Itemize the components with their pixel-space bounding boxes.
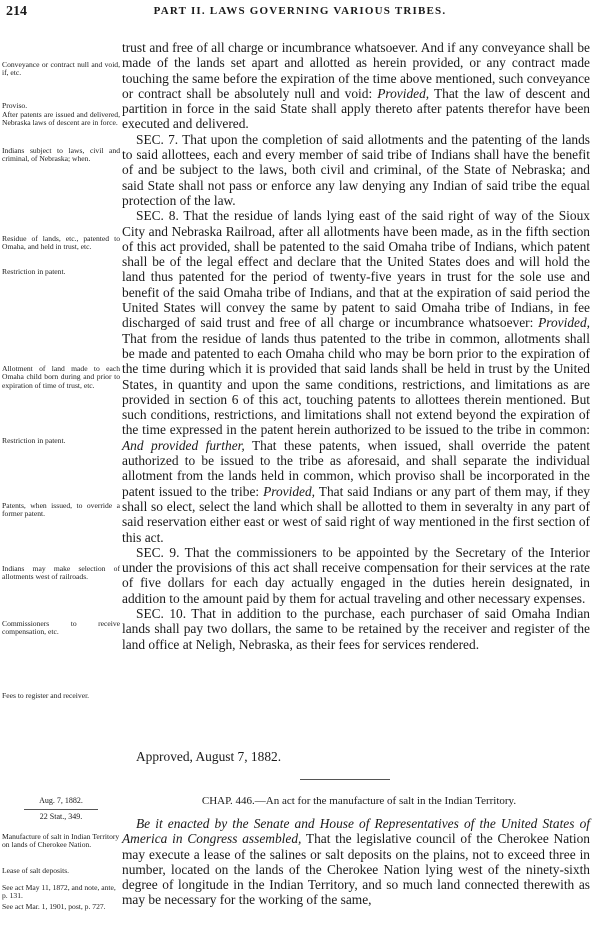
- sidenote: Commissioners to receive compensation, etc.: [2, 619, 120, 637]
- sidenote: Restriction in patent.: [2, 267, 66, 276]
- section-9: SEC. 9. That the commissioners to be appointed by the Secretary of the Interior under the provisions of this act shall receive compensation for their services at the rate of five dollars for each day actually engaged in the duties herein designated, in addition to the amount paid by them for actual traveling and other necessary expenses.: [122, 544, 590, 606]
- page-number: 214: [6, 4, 27, 19]
- sidenote: Residue of lands, etc., patented to Omaha, and held in trust, etc.: [2, 234, 120, 252]
- sidenote: Proviso.: [2, 101, 28, 110]
- sidenote: Patents, when issued, to override a former patent.: [2, 501, 120, 519]
- divider: [24, 809, 98, 810]
- running-title: PART II. LAWS GOVERNING VARIOUS TRIBES.: [153, 5, 447, 17]
- sidenote: Lease of salt deposits.: [2, 866, 70, 875]
- sidenote: Allotment of land made to each Omaha child born during and prior to expiration of time of trust, etc.: [2, 364, 120, 390]
- section-7: SEC. 7. That upon the completion of said allotments and the patenting of the lands to said allottees, each and every member of said tribe of Indians shall have the benefit of and be subject to the laws, both civil and criminal, of the State of Nebraska; and said State shall not pass or enforce any law denying any Indian of said tribe the equal protection of the law.: [122, 131, 590, 208]
- sidenote: Indians may make selection of allotments west of railroads.: [2, 564, 120, 582]
- sidenote: Fees to register and receiver.: [2, 691, 90, 700]
- chapter-text: [122, 816, 590, 908]
- page-header: [6, 4, 594, 22]
- chapter-title: CHAP. 446.—An act for the manufacture of salt in the Indian Territory.: [201, 795, 517, 807]
- chapter-date: Aug. 7, 1882.: [39, 796, 83, 805]
- sidenote: After patents are issued and delivered, Nebraska laws of descent are in force.: [2, 110, 120, 128]
- main-text: [122, 40, 590, 652]
- paragraph: trust and free of all charge or incumbrance whatsoever. And if any conveyance shall be made of the lands set apart and allotted as herein provided, or any contract made touching the same before the expiration of the time above mentioned, such conveyance or contract shall be absolutely null and void: Provided, That the law of descent and partition in force in the said State shall apply thereto after patents therefor have been executed and delivered.: [122, 40, 590, 132]
- sidenote: Manufacture of salt in Indian Territory on lands of Cherokee Nation.: [2, 832, 120, 850]
- section-10: SEC. 10. That in addition to the purchase, each purchaser of said Omaha Indian lands shall pay two dollars, the same to be retained by the receiver and register of the land office at Neligh, Nebraska, as their fees for services rendered.: [122, 605, 590, 652]
- statute-citation: 22 Stat., 349.: [39, 812, 83, 821]
- sidenote: Restriction in patent.: [2, 436, 66, 445]
- paragraph: Be it enacted by the Senate and House of Representatives of the United States of America in Congress assembled, That the legislative council of the Cherokee Nation may execute a lease of the salines or salt deposits on the plains, not to exceed three in number, located on the lands of the Cherokee Nation lying west of the ninety-sixth degree of longitude in the Indian Territory, and so much land connected therewith as may be necessary for the working of the same,: [122, 816, 590, 908]
- sidenote: Indians subject to laws, civil and criminal, of Nebraska; when.: [2, 146, 120, 164]
- sidenote: See act May 11, 1872, and note, ante, p. 131.: [2, 883, 116, 901]
- sidenote: Conveyance or contract null and void, if, etc.: [2, 60, 120, 78]
- section-8: SEC. 8. That the residue of lands lying east of the said right of way of the Sioux City and Nebraska Railroad, after all allotments have been made, as in the fifth section of this act provided, shall be patented to the said Omaha tribe of Indians, which patent shall be of the legal effect and declare that the United States does and will hold the land thus patented for the period of twenty-five years in trust for the sole use and benefit of the said Omaha tribe of Indians, and that at the expiration of said period the United States will convey the same by patent to said Omaha tribe of Indians, in fee discharged of said trust and free of all charge or incumbrance whatsoever: Provided, That from the residue of lands thus patented to the tribe in common, allotments shall be made and patented to each Omaha child who may be born prior to the expiration of the time during which it is provided that said lands shall be held in trust by the United States, in quantity and upon the same conditions, restrictions, and limitations as are provided in section 6 of this act, touching patents to allottees therein mentioned. But such conditions, restrictions, and limitations shall not extend beyond the expiration of the time expressed in the patent herein authorized to be issued to the tribe in common: And provided further, That these patents, when issued, shall override the patent authorized to be issued to the tribe as aforesaid, and shall separate the individual allotment from the lands held in common, which proviso shall be incorporated in the patent issued to the tribe: Provided, That said Indians or any part of them may, if they shall so elect, select the land which shall be allotted to them in severalty in any part of said reservation either east or west of said right of way mentioned in the first section of this act.: [122, 208, 591, 545]
- approval-date: Approved, August 7, 1882.: [136, 749, 282, 764]
- sidenote: See act Mar. 1, 1901, post, p. 727.: [2, 902, 106, 911]
- divider: [300, 779, 390, 780]
